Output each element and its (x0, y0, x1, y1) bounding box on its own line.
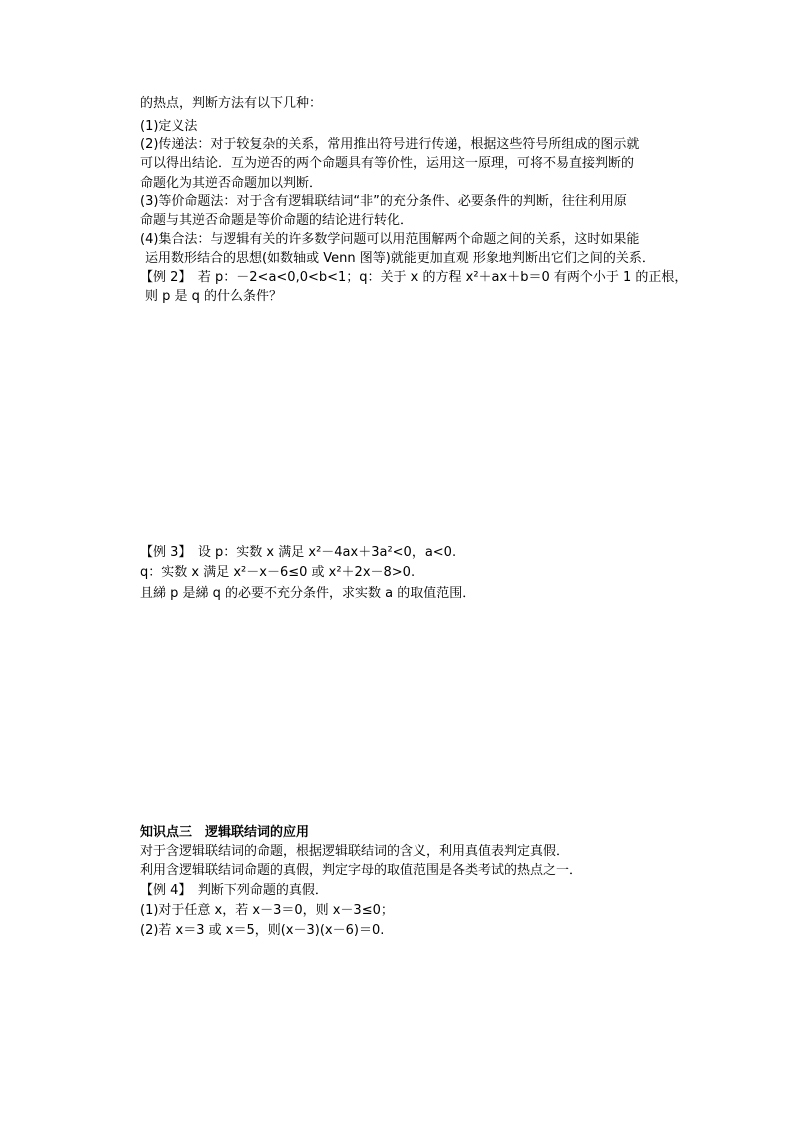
text-line: 的热点，判断方法有以下几种： (140, 96, 323, 111)
text-line: 命题化为其逆否命题加以判断． (140, 176, 323, 191)
text-line: 利用含逻辑联结词命题的真假，判定字母的取值范围是各类考试的热点之一． (140, 863, 583, 878)
example-4-title: 【例 4】 判断下列命题的真假． (140, 883, 328, 898)
example-3-title: 【例 3】 设 p：实数 x 满足 x²－4ax＋3a²<0，a<0. (140, 545, 457, 560)
text-line: 对于含逻辑联结词的命题，根据逻辑联结词的含义，利用真值表判定真假． (140, 844, 570, 859)
example-2-title: 【例 2】 若 p：－2<a<0,0<b<1；q：关于 x 的方程 x²＋ax＋b＝0 有两个小于 1 的正根， (140, 270, 688, 285)
example-3-question: 且綈 p 是綈 q 的必要不充分条件，求实数 a 的取值范围． (140, 586, 476, 601)
example-4-item-1: (1)对于任意 x，若 x－3＝0，则 x－3≤0； (140, 903, 394, 918)
example-2-question: 则 p 是 q 的什么条件？ (145, 289, 283, 304)
section-heading: 知识点三 逻辑联结词的应用 (140, 825, 310, 840)
method-transitive: (2)传递法：对于较复杂的关系，常用推出符号进行传递，根据这些符号所组成的图示就 (140, 137, 640, 152)
method-equivalent: (3)等价命题法：对于含有逻辑联结词“非”的充分条件、必要条件的判断，往往利用原 (140, 194, 627, 209)
method-set: (4)集合法：与逻辑有关的许多数学问题可以用范围解两个命题之间的关系，这时如果能 (140, 232, 640, 247)
text-line: 命题与其逆否命题是等价命题的结论进行转化． (140, 213, 414, 228)
text-line: 可以得出结论．互为逆否的两个命题具有等价性，运用这一原理，可将不易直接判断的 (140, 156, 635, 171)
method-definition: (1)定义法 (140, 119, 198, 134)
example-4-item-2: (2)若 x＝3 或 x＝5，则(x－3)(x－6)＝0. (140, 923, 385, 938)
example-3-q: q：实数 x 满足 x²－x－6≤0 或 x²＋2x－8>0. (140, 565, 416, 580)
text-line: 运用数形结合的思想(如数轴或 Venn 图等)就能更加直观 形象地判断出它们之间的关系． (145, 251, 655, 266)
